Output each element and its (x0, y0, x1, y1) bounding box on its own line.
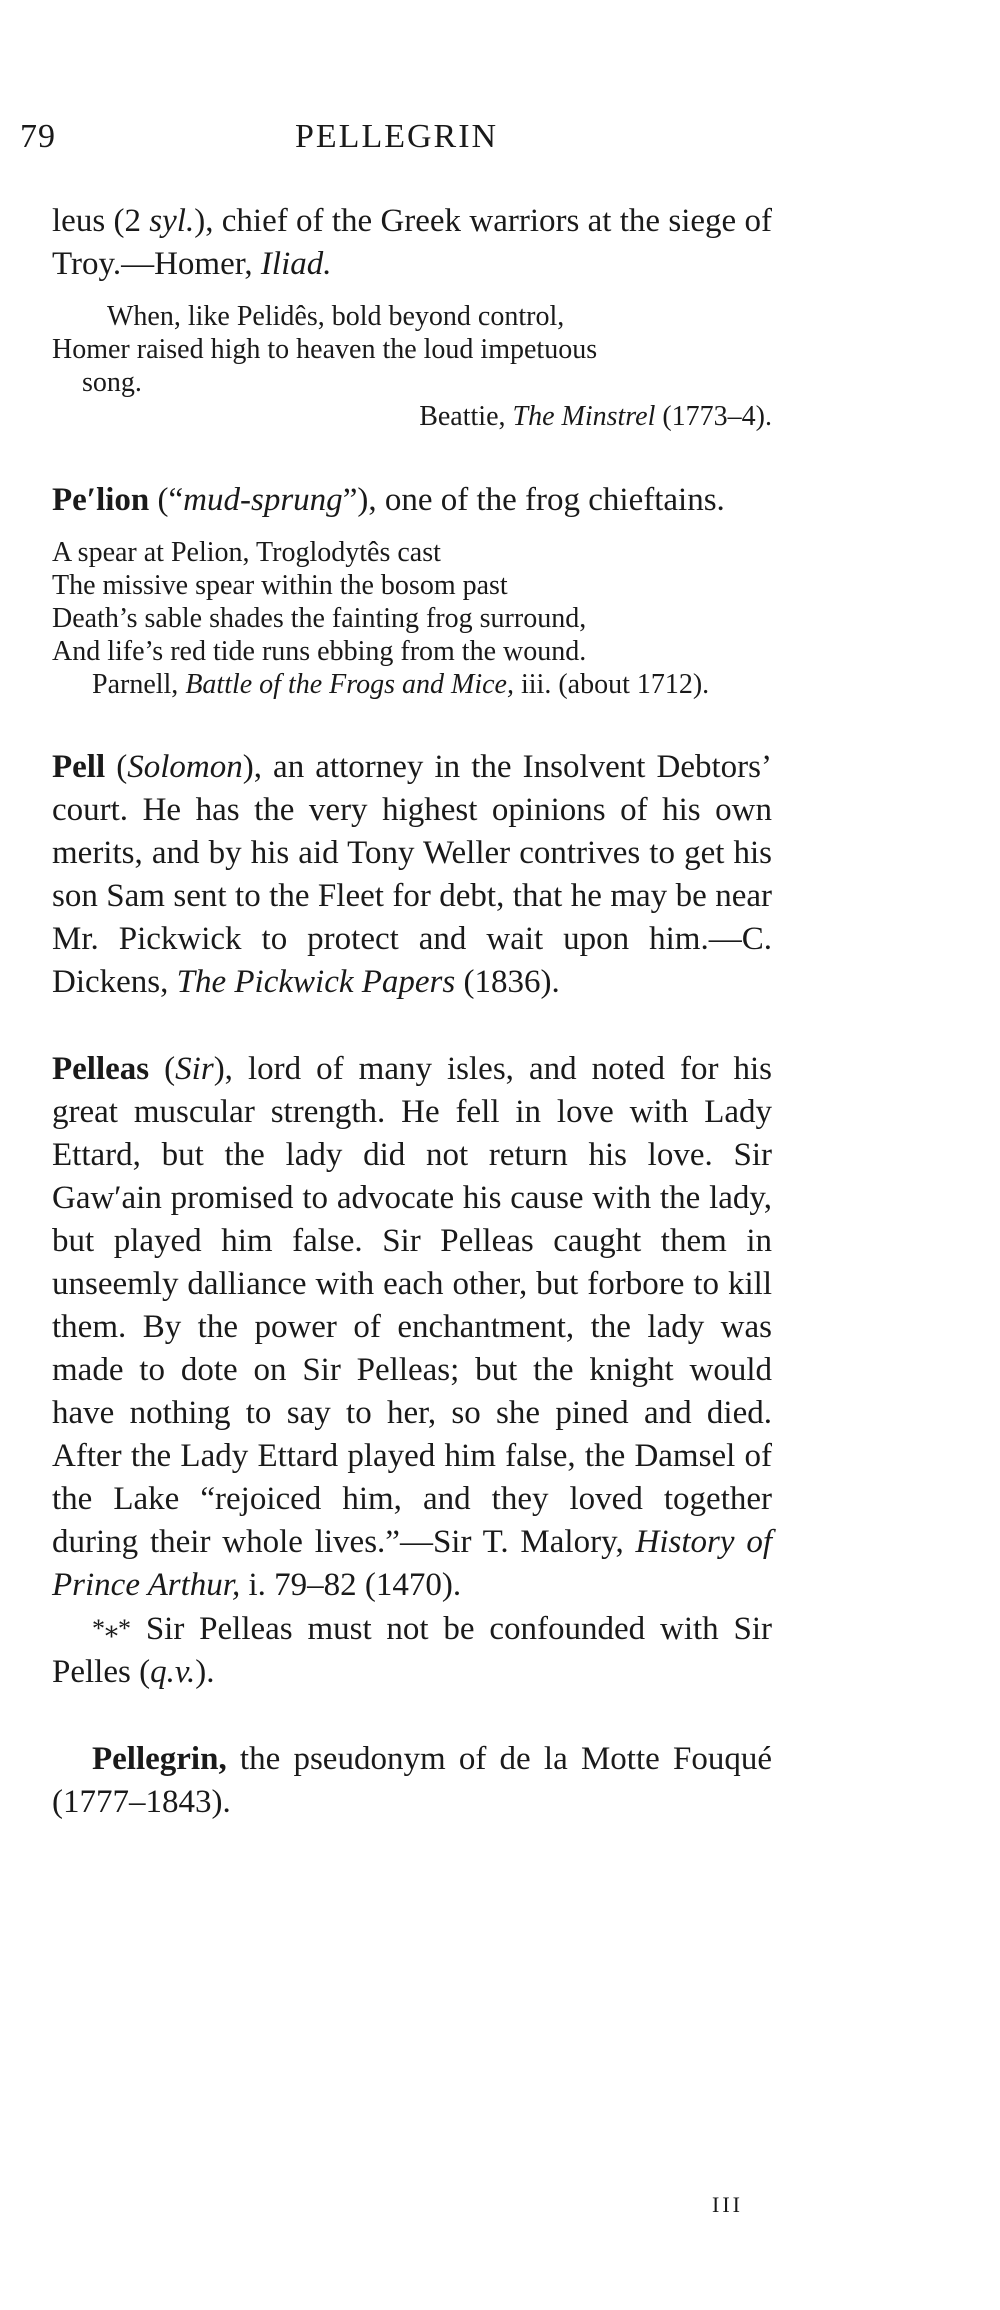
entry-pellegrin (52, 1738, 772, 1824)
work-title: The Pickwick Papers (176, 964, 456, 1000)
page-header (20, 118, 820, 168)
verse-quotation: When, like Pelidês, bold beyond control, Homer raised high to heaven the loud impetuous song. Beattie, The Minstrel (1773–4). (52, 300, 772, 435)
entry-pelleas-body: Pelleas (Sir), lord of many isles, and noted for his great muscular strength. He fell in love with Lady Ettard, but the lady did not return his love. Sir Gaw′ain promised to advocate his cause with the lady, but played him false. Sir Pelleas caught them in unseemly dalliance with each other, but forbore to kill them. By the power of enchantment, the lady was made to dote on Sir Pelleas; but the knight would have nothing to say to her, so she pined and died. After the Lady Ettard played him false, the Damsel of the Lake “rejoiced him, and they loved together during their whole lives.”—Sir T. Malory, History of Prince Arthur, i. 79–82 (1470). (52, 1051, 772, 1603)
text-column (52, 200, 772, 1824)
quotation-attribution: Parnell, Battle of the Frogs and Mice, iii. (about 1712). (92, 669, 710, 700)
headword: Pelleas (52, 1051, 150, 1087)
entry-pelleas (52, 1048, 772, 1694)
entry-pelion (52, 479, 772, 702)
work-title: History of Prince Arthur, (52, 1524, 772, 1603)
page-number: 79 (20, 118, 56, 155)
signature-mark: III (712, 2192, 743, 2217)
headword: Pellegrin, (92, 1741, 227, 1777)
cross-reference-note: *⁎* Sir Pelleas must not be confounded with Sir Pelles (q.v.). (52, 1611, 772, 1690)
headword: Pell (52, 749, 106, 785)
entry-peleus-body: leus (2 syl.), chief of the Greek warriors at the siege of Troy.—Homer, Iliad. (52, 203, 772, 282)
entry-pelion-body: Pe′lion (“mud-sprung”), one of the frog chieftains. (52, 482, 725, 518)
verse-quotation: A spear at Pelion, Troglodytês cast The missive spear within the bosom past Death’s sable shades the fainting frog surround, And life’s red tide runs ebbing from the wound. Parnell, Battle of the Frogs and Mice, iii. (about 1712). (52, 536, 772, 702)
entry-pell (52, 746, 772, 1004)
headword: Pe′lion (52, 482, 150, 518)
running-head: PELLEGRIN (295, 118, 499, 155)
quotation-attribution: Beattie, The Minstrel (1773–4). (419, 401, 772, 432)
entry-pellegrin-body: Pellegrin, the pseudonym of de la Motte Fouqué (1777–1843). (52, 1741, 772, 1820)
work-title: Iliad. (260, 246, 332, 282)
entry-peleus (52, 200, 772, 435)
entry-pell-body: Pell (Solomon), an attorney in the Insolvent Debtors’ court. He has the very highest opinions of his own merits, and by his aid Tony Weller contrives to get his son Sam sent to the Fleet for debt, that he may be near Mr. Pickwick to protect and wait upon him.—C. Dickens, The Pickwick Papers (1836). (52, 749, 772, 1000)
